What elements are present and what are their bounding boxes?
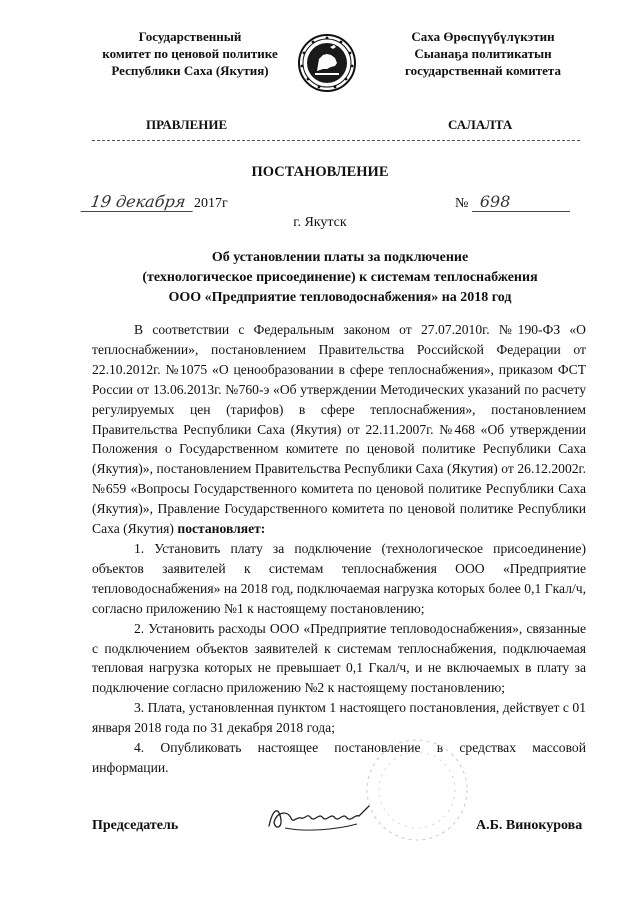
document-title [100,248,580,308]
preamble-text: В соответствии с Федеральным законом от 27.07.2010г. №190-ФЗ «О теплоснабжении», постановлением Правительства Российской Федерации от 22.10.2012г. №1075 «О ценообразовании в сфере теплоснабжения», приказом ФСТ России от 13.06.2013г. №760-э «Об утверждении Методических указаний по расчету регулируемых цен (тарифов) в сфере теплоснабжения», постановлением Правительства Республики Саха (Якутия) от 22.11.2007г. №468 «Об утверждении Положения о Государственном комитете по ценовой политике Республики Саха (Якутия)», постановлением Правительства Республики Саха (Якутия) от 26.12.2002г. №659 «Вопросы Государственного комитета по ценовой политике Республики Саха (Якутия)», Правление Государственного комитета по ценовой политике Республики Саха (Якутия) [92,322,586,537]
signatory-position: Председатель [92,818,179,833]
signatory-name: А.Б. Винокурова [476,818,583,833]
issuer-line: Сыанаҕа политикатын [414,46,552,61]
title-line: ООО «Предприятие тепловодоснабжения» на 2018 год [168,290,512,305]
header-divider [92,140,580,141]
resolves-word: постановляет: [177,521,266,537]
issuer-line: комитет по ценовой политике [102,46,278,61]
issuer-line: Саха Өрөспүүбүлүкэтин [411,29,555,44]
city-location: г. Якутск [293,215,347,230]
document-type-title: ПОСТАНОВЛЕНИЕ [251,164,389,180]
issuer-name-yakut [378,28,588,79]
resolution-item: 4. Опубликовать настоящее постановление в средствах массовой информации. [92,740,586,775]
handwritten-number: 698 [472,192,570,212]
document-number [455,192,570,212]
handwritten-date: 19 декабря [81,192,196,212]
issuer-line: государственнай комитета [405,63,561,78]
board-label-yakut: САЛАЛТА [448,117,513,132]
coat-of-arms-emblem [297,33,357,93]
title-line: Об установлении платы за подключение [211,250,469,265]
title-line: (технологическое присоединение) к системам теплоснабжения [142,270,538,285]
document-date [82,192,228,212]
document-body [92,320,586,778]
issuer-line: Государственный [138,29,242,44]
official-stamp [362,735,472,845]
preamble-paragraph [92,320,586,539]
issuer-line: Республики Саха (Якутия) [111,63,269,78]
resolution-item: 1. Установить плату за подключение (технологическое присоединение) объектов заявителей к системам теплоснабжения ООО «Предприятие тепловодоснабжения» на 2018 год, подключаемая нагрузка которых более 0,1 Гкал/ч, согласно приложению №1 к настоящему постановлению; [92,540,586,616]
handwritten-signature [265,798,375,838]
issuer-name-russian [85,28,295,79]
date-year: 2017г [194,196,228,211]
number-sign: № [455,196,469,211]
resolution-item: 2. Установить расходы ООО «Предприятие тепловодоснабжения», связанные с подключением объектов заявителей к системам теплоснабжения, подключаемая тепловая нагрузка которых не превышает 0,1 Гкал/ч, и не включаемых в плату за подключение согласно приложению №2 к настоящему постановлению; [92,620,586,696]
board-label-russian: ПРАВЛЕНИЕ [146,117,228,132]
resolution-item: 3. Плата, установленная пунктом 1 настоящего постановления, действует с 01 января 2018 года по 31 декабря 2018 года; [92,700,586,736]
